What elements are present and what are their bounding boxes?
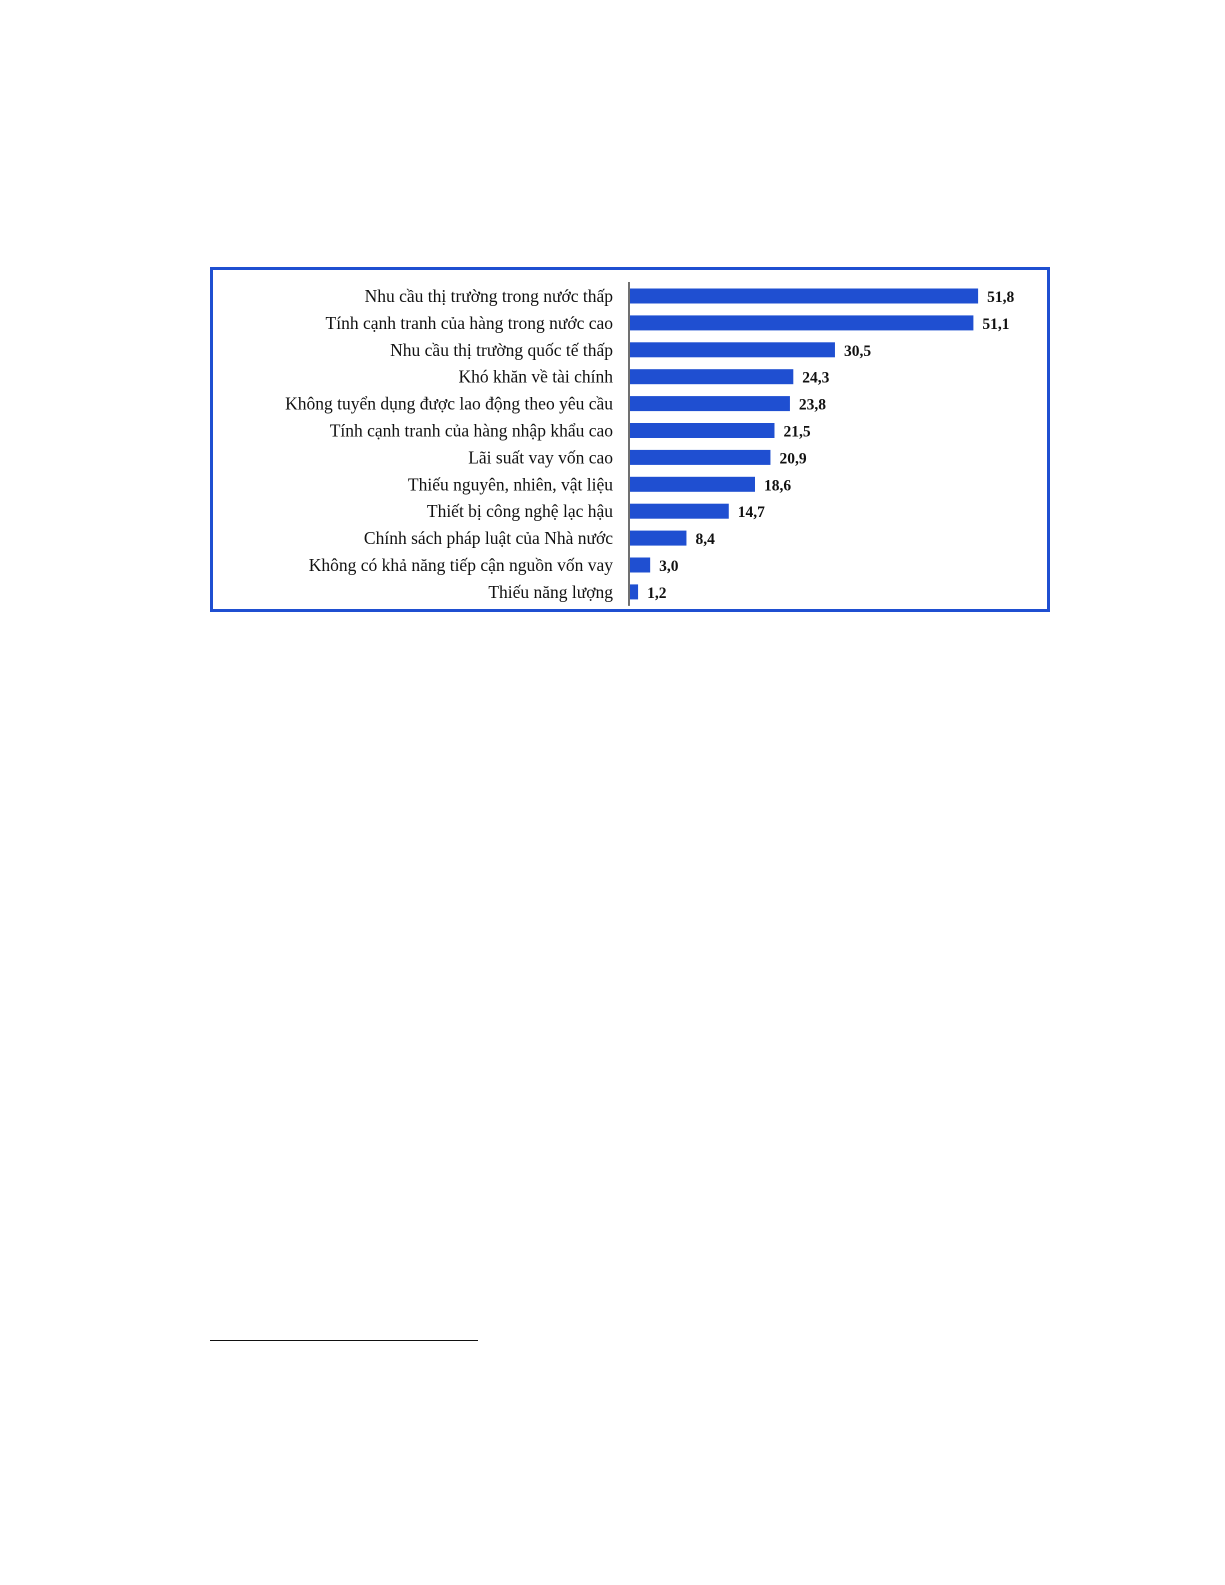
chart-frame <box>210 267 1050 612</box>
bar <box>630 369 793 384</box>
category-label: Không tuyển dụng được lao động theo yêu cầu <box>285 393 613 414</box>
category-label: Tính cạnh tranh của hàng nhập khẩu cao <box>329 420 613 441</box>
bar <box>630 289 978 304</box>
category-label: Chính sách pháp luật của Nhà nước <box>363 528 613 549</box>
bar <box>630 450 770 465</box>
bar <box>630 531 686 546</box>
category-label: Nhu cầu thị trường trong nước thấp <box>364 286 613 306</box>
data-label: 51,8 <box>987 289 1015 306</box>
data-label: 51,1 <box>982 315 1010 333</box>
category-label: Khó khăn về tài chính <box>458 366 613 387</box>
category-label: Tính cạnh tranh của hàng trong nước cao <box>325 312 613 333</box>
bar <box>630 315 973 330</box>
bar <box>630 477 755 492</box>
bar <box>630 423 774 438</box>
data-label: 30,5 <box>843 342 872 360</box>
category-label: Thiếu năng lượng <box>488 581 613 602</box>
data-label: 20,9 <box>779 450 807 468</box>
bar <box>630 396 790 411</box>
bar <box>630 558 650 573</box>
data-label: 14,7 <box>737 504 765 522</box>
data-label: 18,6 <box>763 477 792 495</box>
category-label: Thiết bị công nghệ lạc hậu <box>426 501 613 522</box>
data-label: 23,8 <box>798 396 827 414</box>
footnote-separator <box>210 1340 478 1341</box>
data-label: 8,4 <box>695 531 715 549</box>
data-label: 3,0 <box>659 558 679 575</box>
category-label: Nhu cầu thị trường quốc tế thấp <box>390 339 613 360</box>
bar <box>630 584 638 599</box>
bar <box>630 504 729 519</box>
bar <box>630 342 835 357</box>
category-label: Lãi suất vay vốn cao <box>468 447 613 468</box>
data-label: 21,5 <box>783 423 811 441</box>
bar-chart <box>213 270 1047 609</box>
data-label: 1,2 <box>647 584 667 602</box>
category-label: Thiếu nguyên, nhiên, vật liệu <box>407 474 613 495</box>
data-label: 24,3 <box>802 369 830 387</box>
category-label: Không có khả năng tiếp cận nguồn vốn vay <box>308 555 613 575</box>
